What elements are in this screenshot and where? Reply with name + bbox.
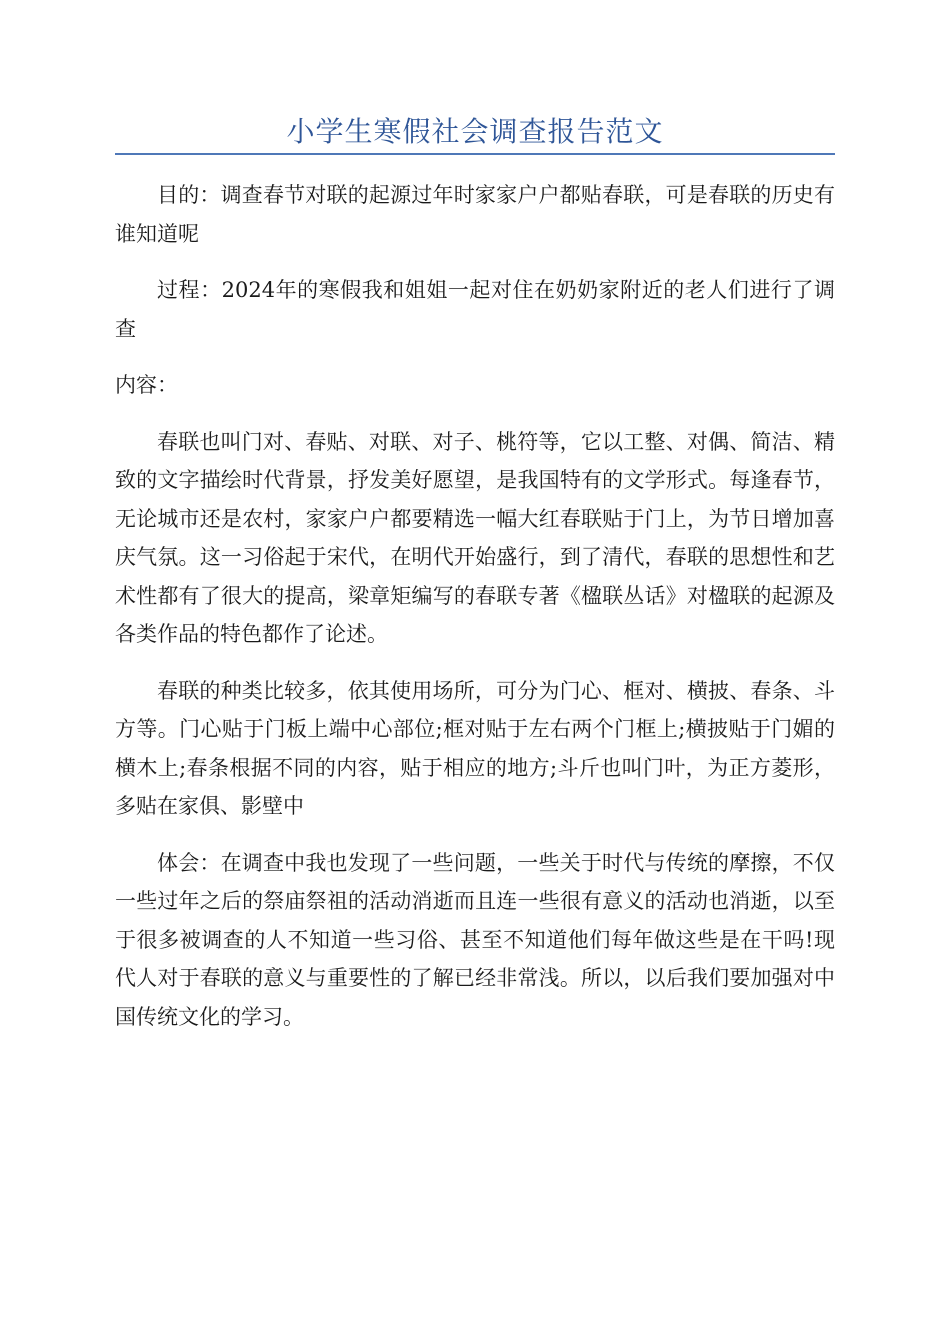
title-underline [115, 153, 835, 155]
paragraph-content-heading: 内容： [115, 373, 178, 397]
paragraph-content-history: 春联也叫门对、春贴、对联、对子、桃符等，它以工整、对偶、简洁、精致的文字描绘时代背景，抒发美好愿望，是我国特有的文学形式。每逢春节，无论城市还是农村，家家户户都要精选一幅大红春联贴于门上，为节日增加喜庆气氛。这一习俗起于宋代，在明代开始盛行，到了清代，春联的思想性和艺术性都有了很大的提高，梁章矩编写的春联专著《楹联丛话》对楹联的起源及各类作品的特色都作了论述。 [115, 429, 835, 646]
page-title: 小学生寒假社会调查报告范文 [286, 115, 664, 148]
paragraph-process: 过程：2024年的寒假我和姐姐一起对住在奶奶家附近的老人们进行了调查 [115, 278, 835, 341]
paragraph-reflection: 体会：在调查中我也发现了一些问题，一些关于时代与传统的摩擦，不仅一些过年之后的祭庙祭祖的活动消逝而且连一些很有意义的活动也消逝，以至于很多被调查的人不知道一些习俗、甚至不知道他们每年做这些是在干吗!现代人对于春联的意义与重要性的了解已经非常浅。所以，以后我们要加强对中国传统文化的学习。 [115, 850, 835, 1029]
paragraph-content-types: 春联的种类比较多，依其使用场所，可分为门心、框对、横披、春条、斗方等。门心贴于门板上端中心部位;框对贴于左右两个门框上;横披贴于门媚的横木上;春条根据不同的内容，贴于相应的地方;斗斤也叫门叶，为正方菱形，多贴在家俱、影壁中 [115, 678, 835, 818]
paragraph-purpose: 目的：调查春节对联的起源过年时家家户户都贴春联，可是春联的历史有谁知道呢 [115, 183, 835, 246]
document-body [115, 176, 835, 1054]
